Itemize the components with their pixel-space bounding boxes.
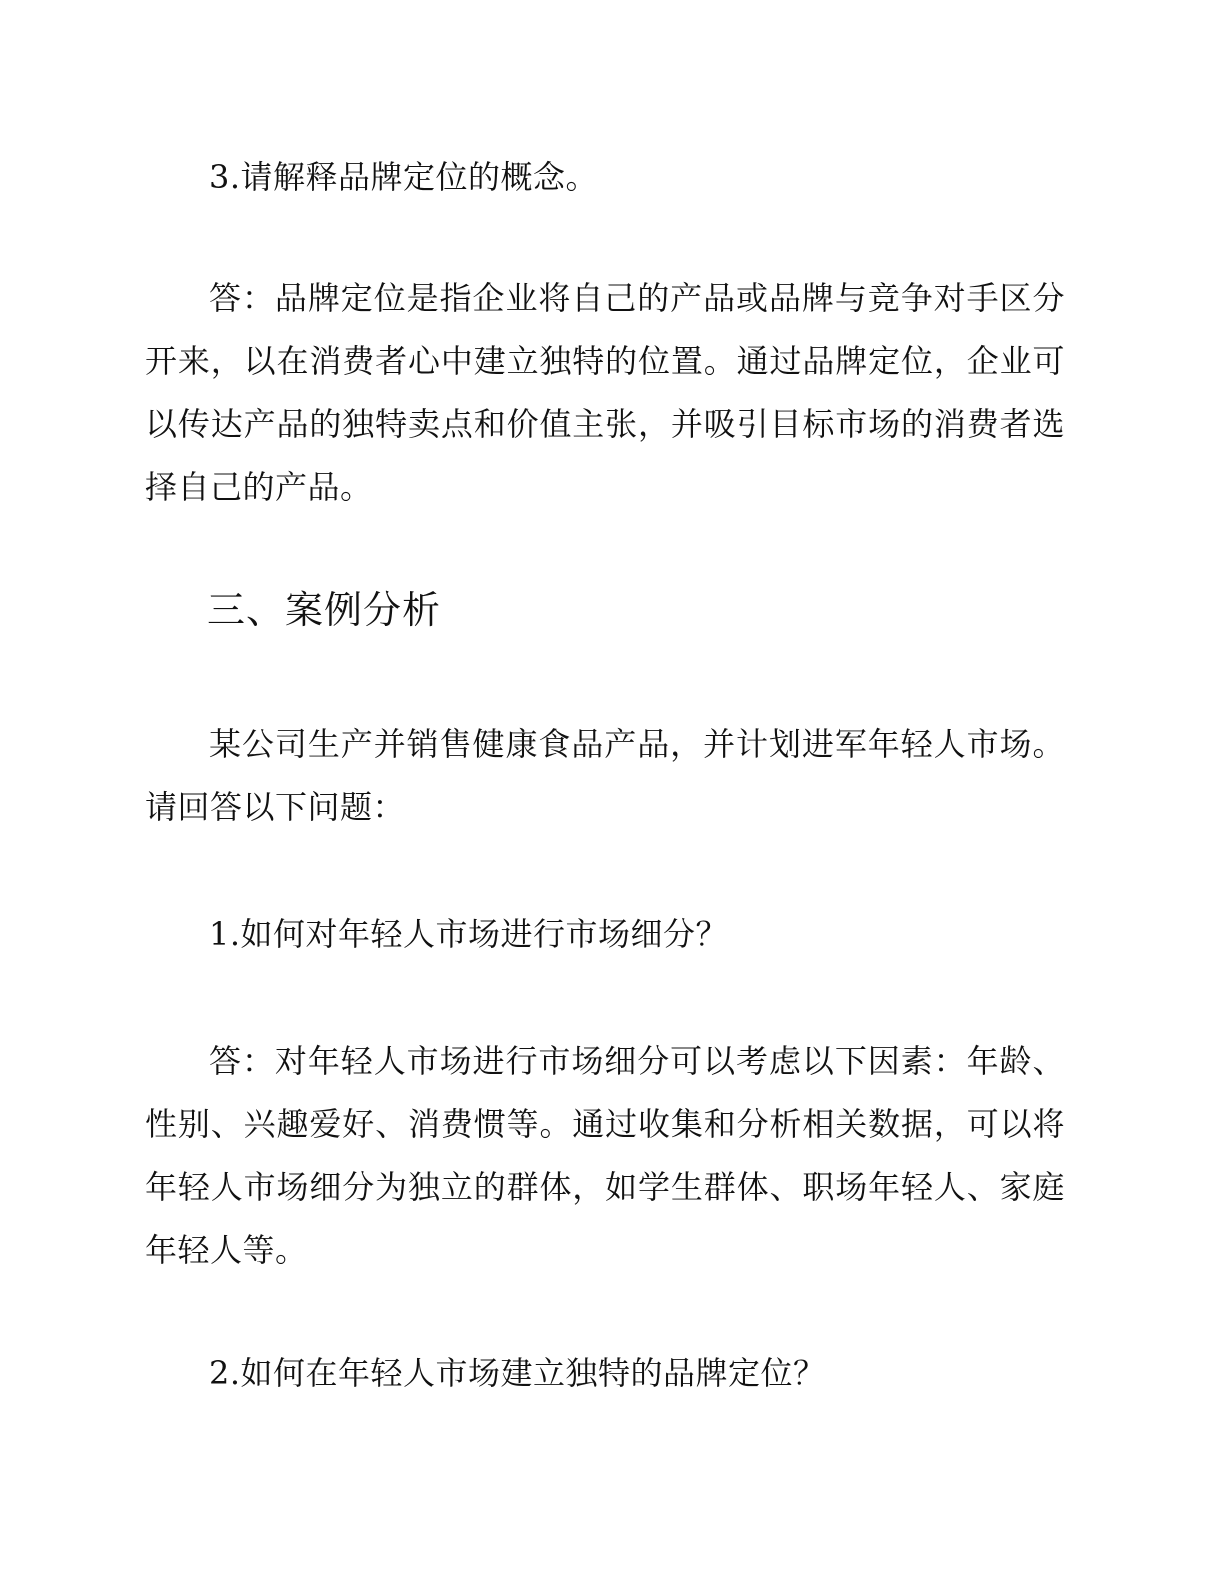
question-3: 3.请解释品牌定位的概念。	[209, 158, 599, 196]
answer-3: 答：品牌定位是指企业将自己的产品或品牌与竞争对手区分开来，以在消费者心中建立独特的位置。通过品牌定位，企业可以传达产品的独特卖点和价值主张，并吸引目标市场的消费者选择自己的产品。	[145, 279, 1065, 506]
case-intro: 某公司生产并销售健康食品产品，并计划进军年轻人市场。请回答以下问题：	[145, 725, 1065, 826]
case-answer-1: 答：对年轻人市场进行市场细分可以考虑以下因素：年龄、性别、兴趣爱好、消费惯等。通过收集和分析相关数据，可以将年轻人市场细分为独立的群体，如学生群体、职场年轻人、家庭年轻人等。	[145, 1042, 1065, 1269]
case-question-2: 2.如何在年轻人市场建立独特的品牌定位？	[209, 1354, 826, 1392]
case-question-1: 1.如何对年轻人市场进行市场细分？	[209, 915, 729, 953]
section-heading-case-analysis: 三、案例分析	[207, 588, 442, 632]
